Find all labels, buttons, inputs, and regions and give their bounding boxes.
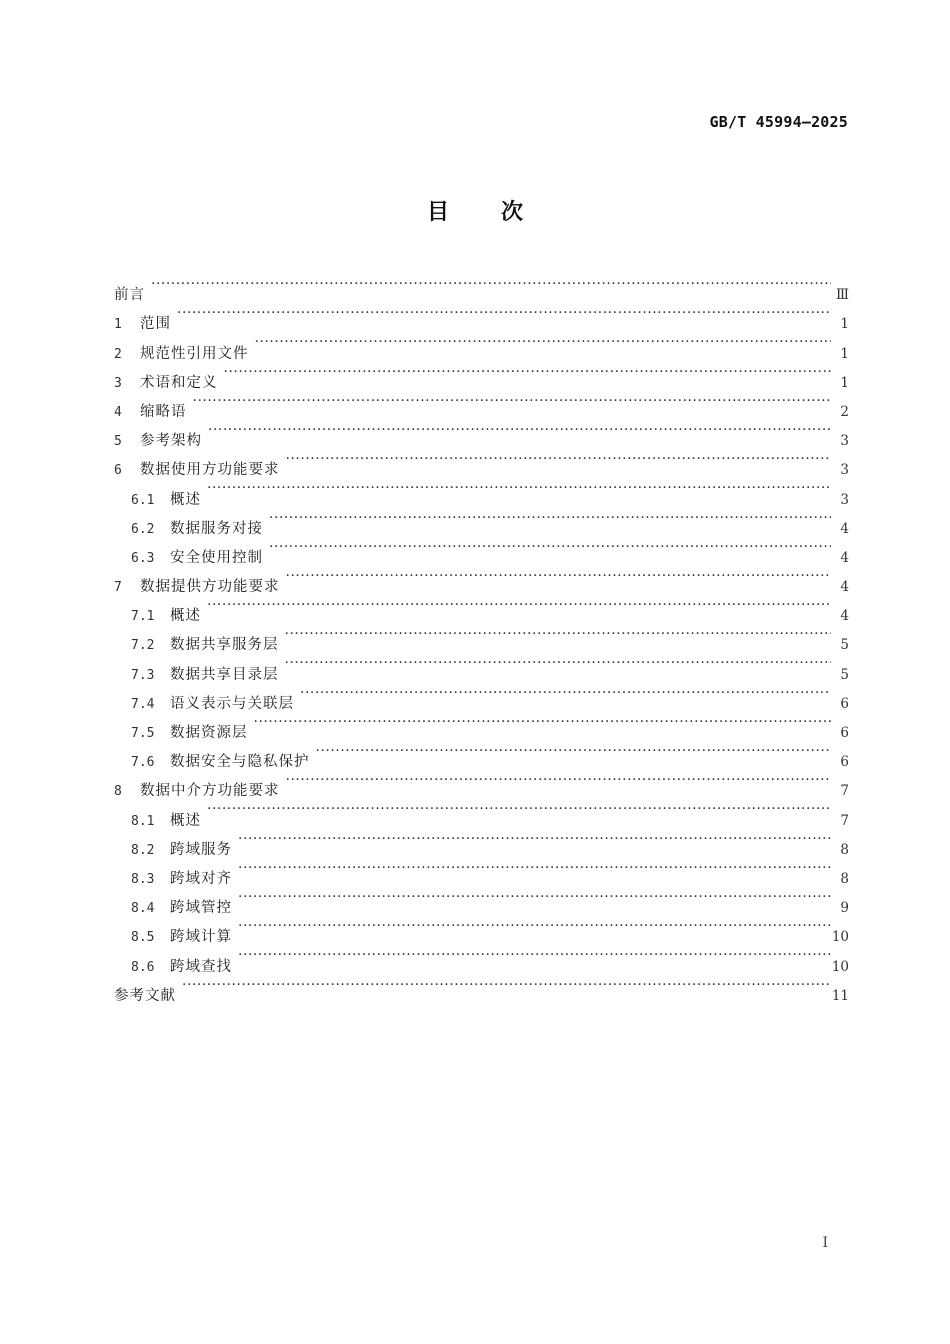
toc-entry-label: 数据安全与隐私保护 (170, 754, 310, 771)
toc-entry-number: 4 (114, 404, 122, 420)
toc-entry[interactable] (114, 825, 849, 858)
toc-dot-leader (175, 299, 831, 328)
toc-entry[interactable] (114, 358, 849, 391)
toc-dot-leader (236, 883, 831, 912)
toc-entry-label: 安全使用控制 (170, 549, 263, 566)
toc-entry-number: 1 (114, 317, 122, 333)
toc-entry-label: 范围 (140, 316, 171, 333)
toc-entry-page: 6 (840, 725, 849, 741)
toc-entry-page: 1 (840, 374, 849, 391)
toc-entry[interactable] (114, 445, 849, 479)
toc-entry-label: 概述 (170, 812, 201, 829)
toc-entry-number: 7.5 (131, 726, 155, 741)
toc-dot-leader (206, 416, 831, 445)
toc-entry-page: 1 (840, 316, 849, 333)
toc-dot-leader (284, 562, 832, 591)
toc-entry-page: 7 (840, 783, 849, 800)
toc-dot-leader (284, 766, 832, 795)
toc-entry-page: 6 (840, 754, 849, 771)
table-of-contents (114, 270, 849, 1004)
toc-entry-label: 数据共享目录层 (170, 666, 279, 683)
toc-entry-page: 4 (840, 520, 849, 537)
toc-entry-number: 8.3 (131, 871, 155, 887)
page-number: I (822, 1235, 828, 1251)
toc-entry-number: 2 (114, 346, 122, 362)
toc-entry[interactable] (114, 299, 849, 333)
toc-entry[interactable] (114, 795, 849, 829)
toc-entry-label: 前言 (114, 287, 145, 304)
toc-entry-label: 跨域查找 (170, 958, 232, 975)
toc-entry-page: 4 (840, 549, 849, 566)
toc-entry-label: 数据使用方功能要求 (140, 462, 280, 479)
toc-entry-page: 4 (840, 608, 849, 625)
toc-dot-leader (205, 795, 831, 824)
toc-entry-page: 11 (831, 987, 849, 1004)
toc-dot-leader (205, 474, 831, 503)
toc-dot-leader (191, 387, 832, 416)
toc-entry[interactable] (114, 474, 849, 508)
toc-dot-leader (236, 854, 831, 883)
toc-entry-page: 4 (840, 579, 849, 596)
toc-dot-leader (283, 649, 832, 678)
toc-entry-label: 概述 (170, 608, 201, 625)
toc-entry-page: 6 (840, 695, 849, 712)
standard-number: GB/T 45994—2025 (709, 113, 848, 131)
toc-entry-page: Ⅲ (835, 287, 849, 304)
toc-entry-page: 2 (840, 403, 849, 420)
toc-entry-number: 8.6 (131, 959, 155, 975)
toc-entry-page: 5 (840, 637, 849, 654)
toc-entry-label: 语义表示与关联层 (170, 695, 294, 712)
toc-dot-leader (267, 533, 831, 562)
toc-entry-number: 8.4 (131, 901, 155, 917)
toc-entry[interactable] (114, 620, 849, 654)
toc-entry-label: 规范性引用文件 (140, 345, 249, 362)
toc-entry-number: 6.3 (131, 550, 155, 566)
toc-entry-page: 8 (840, 870, 849, 887)
toc-dot-leader (252, 708, 832, 737)
toc-entry[interactable] (114, 387, 849, 420)
toc-dot-leader (205, 591, 831, 620)
toc-dot-leader (236, 912, 830, 941)
toc-entry-label: 跨域对齐 (170, 870, 232, 887)
toc-entry-number: 6.1 (131, 492, 155, 508)
toc-entry-label: 缩略语 (140, 403, 187, 420)
toc-entry-number: 8.1 (131, 813, 155, 829)
toc-dot-leader (283, 620, 832, 649)
toc-dot-leader (253, 328, 832, 357)
toc-entry-page: 10 (831, 929, 849, 946)
toc-entry-number: 7.1 (131, 609, 155, 625)
toc-entry-page: 5 (840, 666, 849, 683)
toc-entry[interactable] (114, 971, 849, 1004)
toc-entry-number: 7.4 (131, 696, 155, 712)
toc-entry-label: 术语和定义 (140, 374, 218, 391)
toc-entry-number: 7.6 (131, 755, 155, 771)
toc-dot-leader (236, 825, 831, 854)
toc-entry-page: 8 (840, 841, 849, 858)
toc-entry-number: 7.2 (131, 638, 155, 654)
toc-dot-leader (284, 445, 832, 474)
toc-entry-label: 跨域管控 (170, 900, 232, 917)
toc-entry-number: 8.2 (131, 842, 155, 858)
toc-entry-number: 3 (114, 375, 122, 391)
toc-entry-page: 9 (840, 900, 849, 917)
toc-entry-label: 数据资源层 (170, 725, 248, 741)
toc-dot-leader (149, 270, 831, 299)
page-title: 目次 (426, 200, 575, 225)
toc-dot-leader (222, 358, 832, 387)
toc-entry-label: 概述 (170, 491, 201, 508)
toc-entry-page: 3 (840, 433, 849, 450)
toc-entry-label: 参考文献 (114, 987, 176, 1004)
toc-entry[interactable] (114, 416, 849, 450)
toc-entry-page: 10 (831, 958, 849, 975)
toc-entry[interactable] (114, 328, 849, 362)
toc-entry-page: 3 (840, 491, 849, 508)
toc-entry-number: 8 (114, 784, 122, 800)
toc-entry-page: 7 (840, 812, 849, 829)
toc-entry-label: 数据共享服务层 (170, 637, 279, 654)
toc-entry-page: 1 (840, 345, 849, 362)
toc-dot-leader (180, 971, 830, 1000)
toc-entry-number: 5 (114, 434, 122, 450)
toc-entry-label: 数据服务对接 (170, 520, 263, 537)
toc-entry-number: 6.2 (131, 521, 155, 537)
toc-entry-label: 数据提供方功能要求 (140, 579, 280, 596)
toc-dot-leader (267, 504, 831, 533)
toc-entry-page: 3 (840, 462, 849, 479)
toc-entry-label: 跨域服务 (170, 841, 232, 858)
toc-entry[interactable] (114, 504, 849, 537)
toc-entry-number: 7 (114, 580, 122, 596)
toc-entry-label: 数据中介方功能要求 (140, 783, 280, 800)
toc-dot-leader (298, 679, 831, 708)
toc-entry-number: 7.3 (131, 667, 155, 683)
toc-entry[interactable] (114, 591, 849, 625)
toc-entry-label: 跨域计算 (170, 929, 232, 946)
toc-entry[interactable] (114, 270, 849, 304)
toc-entry-number: 6 (114, 463, 122, 479)
toc-entry-number: 8.5 (131, 930, 155, 946)
toc-entry-label: 参考架构 (140, 433, 202, 450)
toc-dot-leader (236, 941, 830, 970)
toc-dot-leader (314, 737, 832, 766)
